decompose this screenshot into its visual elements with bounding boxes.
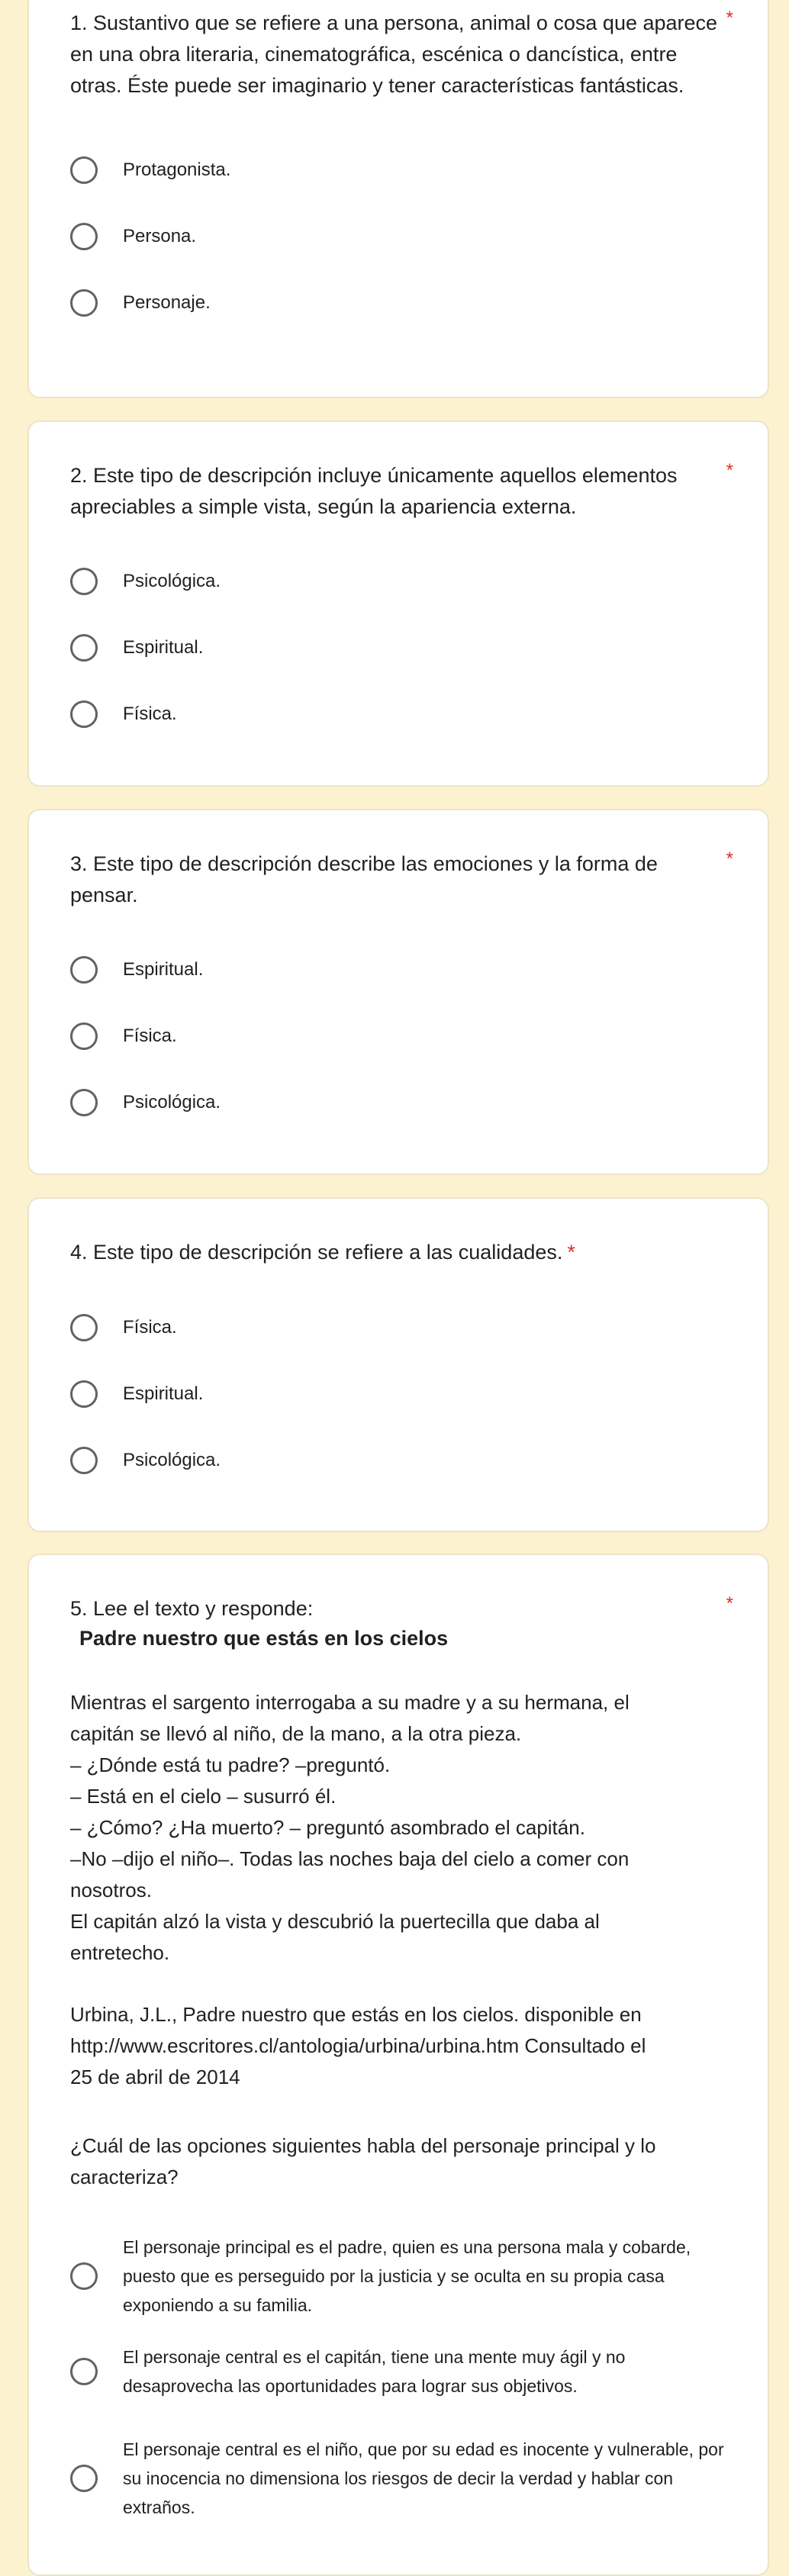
required-asterisk: *: [726, 1593, 733, 1614]
question-title: [70, 1237, 726, 1268]
radio-button[interactable]: [70, 1380, 98, 1408]
passage-line: – Está en el cielo – susurró él.: [70, 1785, 337, 1808]
question-card-4: [27, 1197, 769, 1532]
radio-button[interactable]: [70, 289, 98, 317]
prompt-line: caracteriza?: [70, 2165, 179, 2188]
passage-text: [70, 1687, 726, 1969]
citation-text: [70, 1999, 726, 2093]
question-card-3: [27, 809, 769, 1175]
passage-line: – ¿Dónde está tu padre? –preguntó.: [70, 1753, 391, 1776]
option-label: El personaje central es el capitán, tiene una mente muy ágil y no desaprovecha las oportunidades para lograr sus objetivos.: [123, 2347, 626, 2396]
radio-option[interactable]: [70, 955, 737, 984]
radio-button[interactable]: [70, 700, 98, 728]
question-text: 5. Lee el texto y responde:: [70, 1597, 314, 1620]
radio-option[interactable]: [70, 1022, 737, 1051]
question-card-2: [27, 420, 769, 787]
radio-option[interactable]: [70, 2343, 737, 2401]
passage-title: Padre nuestro que estás en los cielos: [79, 1627, 449, 1650]
citation-line: Urbina, J.L., Padre nuestro que estás en los cielos. disponible en: [70, 2003, 642, 2026]
passage-line: nosotros.: [70, 1879, 152, 1901]
radio-option[interactable]: [70, 2435, 737, 2522]
option-label: Protagonista.: [123, 159, 231, 180]
option-label: Física.: [123, 1026, 177, 1046]
radio-button[interactable]: [70, 634, 98, 662]
question-prompt: [70, 2130, 726, 2193]
radio-option[interactable]: [70, 1313, 737, 1342]
option-label: Psicológica.: [123, 1450, 221, 1470]
question-title: [70, 460, 726, 523]
radio-button[interactable]: [70, 2262, 98, 2290]
option-label: Psicológica.: [123, 1092, 221, 1113]
radio-option[interactable]: [70, 633, 737, 662]
option-label: Personaje.: [123, 292, 211, 313]
radio-button[interactable]: [70, 1447, 98, 1474]
option-label: Espiritual.: [123, 1383, 204, 1404]
option-label: Persona.: [123, 226, 197, 246]
option-label: Espiritual.: [123, 637, 204, 658]
option-label: El personaje central es el niño, que por su edad es inocente y vulnerable, por su inocencia no dimensiona los riesgos de decir la verdad y hablar con extraños.: [123, 2439, 724, 2517]
radio-button[interactable]: [70, 1089, 98, 1116]
question-card-1: [27, 0, 769, 398]
radio-button[interactable]: [70, 1314, 98, 1341]
radio-button[interactable]: [70, 156, 98, 184]
option-label: Física.: [123, 1317, 177, 1338]
question-title: [70, 8, 726, 101]
radio-option[interactable]: [70, 222, 737, 251]
radio-button[interactable]: [70, 568, 98, 595]
option-label: Espiritual.: [123, 959, 204, 980]
radio-button[interactable]: [70, 2358, 98, 2385]
question-card-5: [27, 1554, 769, 2576]
passage-line: –No –dijo el niño–. Todas las noches baja del cielo a comer con: [70, 1847, 630, 1870]
passage-line: Mientras el sargento interrogaba a su madre y a su hermana, el: [70, 1691, 630, 1714]
required-asterisk: *: [567, 1241, 575, 1264]
prompt-line: ¿Cuál de las opciones siguientes habla del personaje principal y lo: [70, 2134, 656, 2157]
radio-button[interactable]: [70, 1022, 98, 1050]
radio-option[interactable]: [70, 567, 737, 596]
required-asterisk: *: [726, 460, 733, 481]
passage-line: capitán se llevó al niño, de la mano, a la otra pieza.: [70, 1722, 522, 1745]
radio-option[interactable]: [70, 700, 737, 729]
question-text: 2. Este tipo de descripción incluye únicamente aquellos elementos apreciables a simple vista, según la apariencia externa.: [70, 464, 678, 518]
question-text: 3. Este tipo de descripción describe las emociones y la forma de pensar.: [70, 852, 658, 906]
option-label: El personaje principal es el padre, quien es una persona mala y cobarde, puesto que es perseguido por la justicia y se oculta en su propia casa exponiendo a su familia.: [123, 2237, 691, 2315]
passage-line: entretecho.: [70, 1941, 170, 1964]
passage-line: – ¿Cómo? ¿Ha muerto? – preguntó asombrado el capitán.: [70, 1816, 585, 1839]
radio-button[interactable]: [70, 2465, 98, 2492]
radio-button[interactable]: [70, 223, 98, 250]
question-text: 4. Este tipo de descripción se refiere a las cualidades.: [70, 1241, 563, 1264]
option-label: Física.: [123, 704, 177, 724]
radio-option[interactable]: [70, 1446, 737, 1475]
question-title: [70, 1593, 726, 1624]
citation-line: 25 de abril de 2014: [70, 2066, 240, 2088]
radio-option[interactable]: [70, 1088, 737, 1117]
question-text: 1. Sustantivo que se refiere a una persona, animal o cosa que aparece en una obra literaria, cinematográfica, escénica o dancística, entre otras. Éste puede ser imaginario y tener características fantásticas.: [70, 11, 718, 97]
option-label: Psicológica.: [123, 571, 221, 591]
citation-line: http://www.escritores.cl/antologia/urbina/urbina.htm Consultado el: [70, 2034, 646, 2057]
radio-option[interactable]: [70, 1380, 737, 1409]
passage-line: El capitán alzó la vista y descubrió la puertecilla que daba al: [70, 1910, 600, 1933]
required-asterisk: *: [726, 848, 733, 869]
radio-button[interactable]: [70, 956, 98, 984]
required-asterisk: *: [726, 8, 733, 28]
question-title: [70, 848, 726, 911]
radio-option[interactable]: [70, 288, 737, 317]
radio-option[interactable]: [70, 156, 737, 185]
radio-option[interactable]: [70, 2233, 737, 2320]
